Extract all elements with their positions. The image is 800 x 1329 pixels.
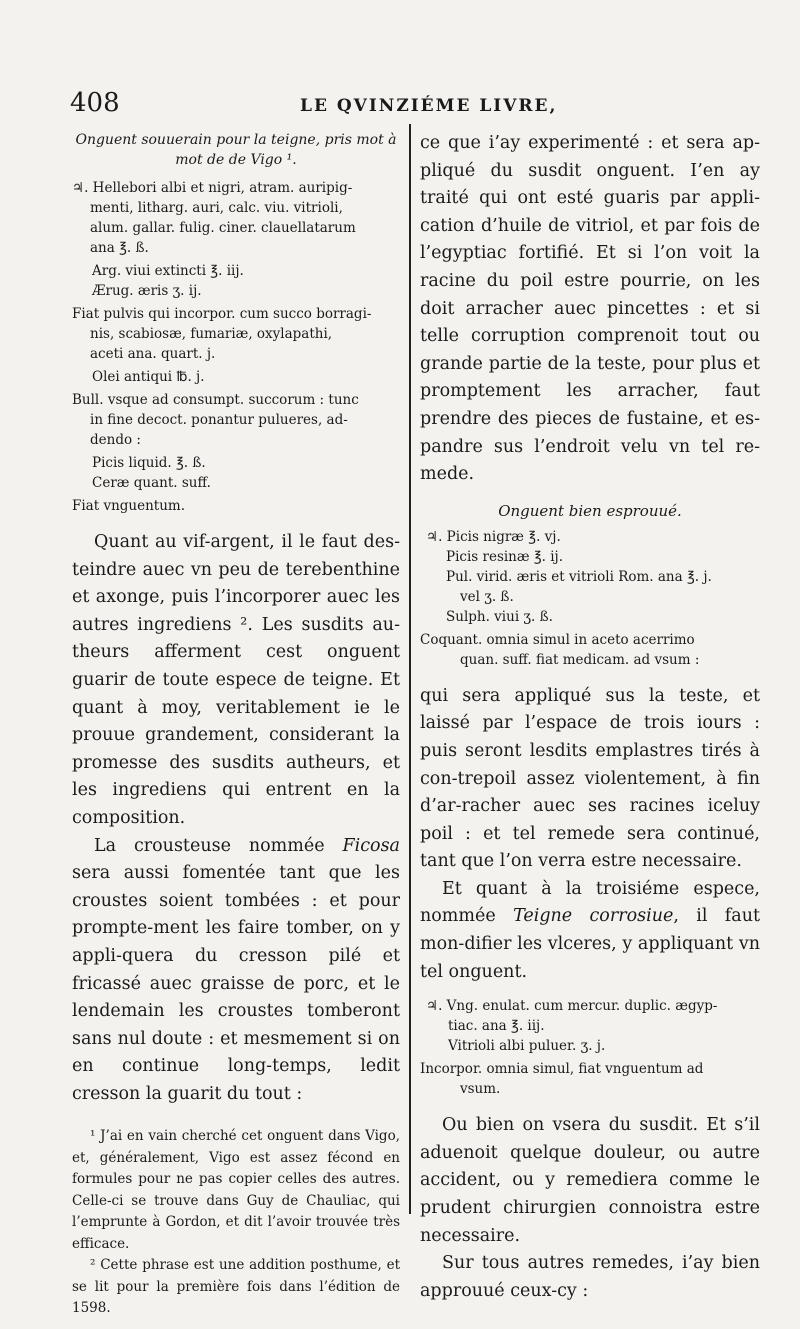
recipe-line: alum. gallar. fulig. ciner. clauellatarum [90,220,356,236]
recipe-line: vsum. [460,1081,501,1098]
recipe-line: vel ʒ. ß. [460,588,514,605]
recipe-instructions [72,390,400,450]
recipe-line: Ceræ quant. suff. [92,475,211,491]
recipe-line: dendo : [90,432,141,448]
recipe-line: Picis liquid. ℥. ß. [92,455,206,471]
body-paragraph: Quant au vif-argent, il le faut des-teindre auec vn peu de terebenthine et axonge, puis l’incorporer auec les autres ingrediens ². Les susdits au-theurs afferment cest onguent guarir de toute espece de teigne. Et quant à moy, veritablement ie le prouue grandement, considerant la promesse des susdits autheurs, et les ingrediens qui entrent en la composition. [72,532,400,828]
recipe-line: Ærug. æris ʒ. ij. [92,283,202,299]
recipe-line: Vitrioli albi puluer. ʒ. j. [448,1038,606,1055]
recipe-instructions [72,304,400,364]
text-run: Et quant à la troisiéme espece, nommée [420,878,760,927]
recipe-line: menti, litharg. auri, calc. viu. vitrioli, [90,200,343,216]
recipe-title-line: Onguent souuerain pour la teigne, pris mot à [75,132,397,148]
body-paragraph: Ou bien on vsera du susdit. Et s’il aduenoit quelque douleur, ou autre accident, ou y remediera comme le prudent chirurgien connoistra estre necessaire. [420,1115,760,1246]
page-number: 408 [70,88,120,118]
recipe-line: Sulph. viui ʒ. ß. [446,608,553,625]
body-paragraph: ce que i’ay experimenté : et sera ap-pliqué du susdit onguent. I’en ay traité qui ont esté guaris par appli-cation d’huile de vitriol, et par fois de l’egyptiac fortifié. Et si l’on voit la racine du poil estre pourrie, on les doit arracher auec pincettes : et si telle corruption comprenoit tout ou grande partie de la teste, pour plus et promptement les arracher, faut prendre des pieces de fustaine, et es-pandre sus l’endroit velu vn tel re-mede. [420,133,760,485]
recipe-title [72,130,400,170]
recipe-line: Incorpor. omnia simul, fiat vnguentum ad [420,1061,704,1078]
body-paragraph: Sur tous autres remedes, i’ay bien approuué ceux-cy : [420,1253,760,1301]
body-paragraph [72,833,400,1109]
recipe-line: Fiat pulvis qui incorpor. cum succo borragi- [72,306,372,322]
recipe-line: ♃. Hellebori albi et nigri, atram. auripig- [72,180,353,196]
recipe-block [72,178,400,516]
text-run: , il faut mon-difier les vlceres, y appliquant vn tel onguent. [420,906,760,982]
recipe-line: in fine decoct. ponantur pulueres, ad- [90,412,348,428]
recipe-line: Picis resinæ ℥. ij. [446,548,564,565]
footnote: ¹ J’ai en vain cherché cet onguent dans Vigo, et, généralement, Vigo est assez fécond en formules pour ne pas copier celles des autres. Celle-ci se trouve dans Guy de Chauliac, qui l’emprunte à Gordon, et dit l’avoir trouvée très efficace. [72,1128,400,1252]
recipe-ingredients [72,178,400,258]
recipe-instructions [420,630,760,670]
recipe-title-line: mot de de Vigo ¹. [175,152,297,168]
right-column [420,130,760,1305]
recipe-line: ana ℥. ß. [90,240,149,256]
recipe-line: tiac. ana ℥. iij. [448,1018,545,1035]
italic-term: Ficosa [342,835,400,856]
recipe-line: ♃. Picis nigræ ℥. vj. [426,528,561,545]
running-header [70,88,770,128]
body-paragraph [420,876,760,986]
recipe-ingredients [72,261,400,301]
recipe-line: nis, scabiosæ, fumariæ, oxylapathi, [90,326,333,342]
recipe-line: Fiat vnguentum. [72,498,186,514]
running-title: LE QVINZIÉME LIVRE, [300,96,558,116]
body-paragraph: qui sera appliqué sus la teste, et laissé par l’espace de trois iours : puis seront lesdits emplastres tirés à con-trepoil assez violentement, à fin d’ar-racher auec ses racines iceluy poil : et tel remede sera continué, tant que l’on verra estre necessaire. [420,685,760,872]
recipe-line: Pul. virid. æris et vitrioli Rom. ana ℥. j. [446,568,712,585]
recipe-line: Arg. viui extincti ℥. iij. [92,263,244,279]
text-run: sera aussi fomentée tant que les croustes soient tombées : et pour prompte-ment les faire tomber, on y appli-quera du cresson pilé et fricassé auec graisse de porc, et le lendemain les croustes tomberont sans nul doute : et mesmement si on en continue long-temps, ledit cresson la guarit du tout : [72,863,400,1104]
recipe-line: aceti ana. quart. j. [90,346,216,362]
recipe-line: Olei antiqui ℔. j. [92,369,205,385]
recipe-block [420,996,760,1099]
left-column [72,130,400,1320]
recipe-line: ♃. Vng. enulat. cum mercur. duplic. ægyp- [426,998,718,1015]
recipe-title: Onguent bien esprouué. [498,501,682,520]
recipe-line: Bull. vsque ad consumpt. succorum : tunc [72,392,359,408]
recipe-ingredients [72,453,400,493]
recipe-ingredients [420,527,760,627]
recipe-ingredients [420,996,760,1056]
recipe-instructions [420,1059,760,1099]
text-run: La crousteuse nommée [94,835,343,856]
recipe-line: quan. suff. fiat medicam. ad vsum : [460,651,700,668]
italic-term: Teigne corrosiue [513,906,674,927]
recipe-block [420,527,760,670]
recipe-line: Coquant. omnia simul in aceto acerrimo [420,631,695,648]
footnote: ² Cette phrase est une addition posthume, et se lit pour la première fois dans l’édition de 1598. [72,1257,400,1317]
column-divider [409,124,411,1214]
